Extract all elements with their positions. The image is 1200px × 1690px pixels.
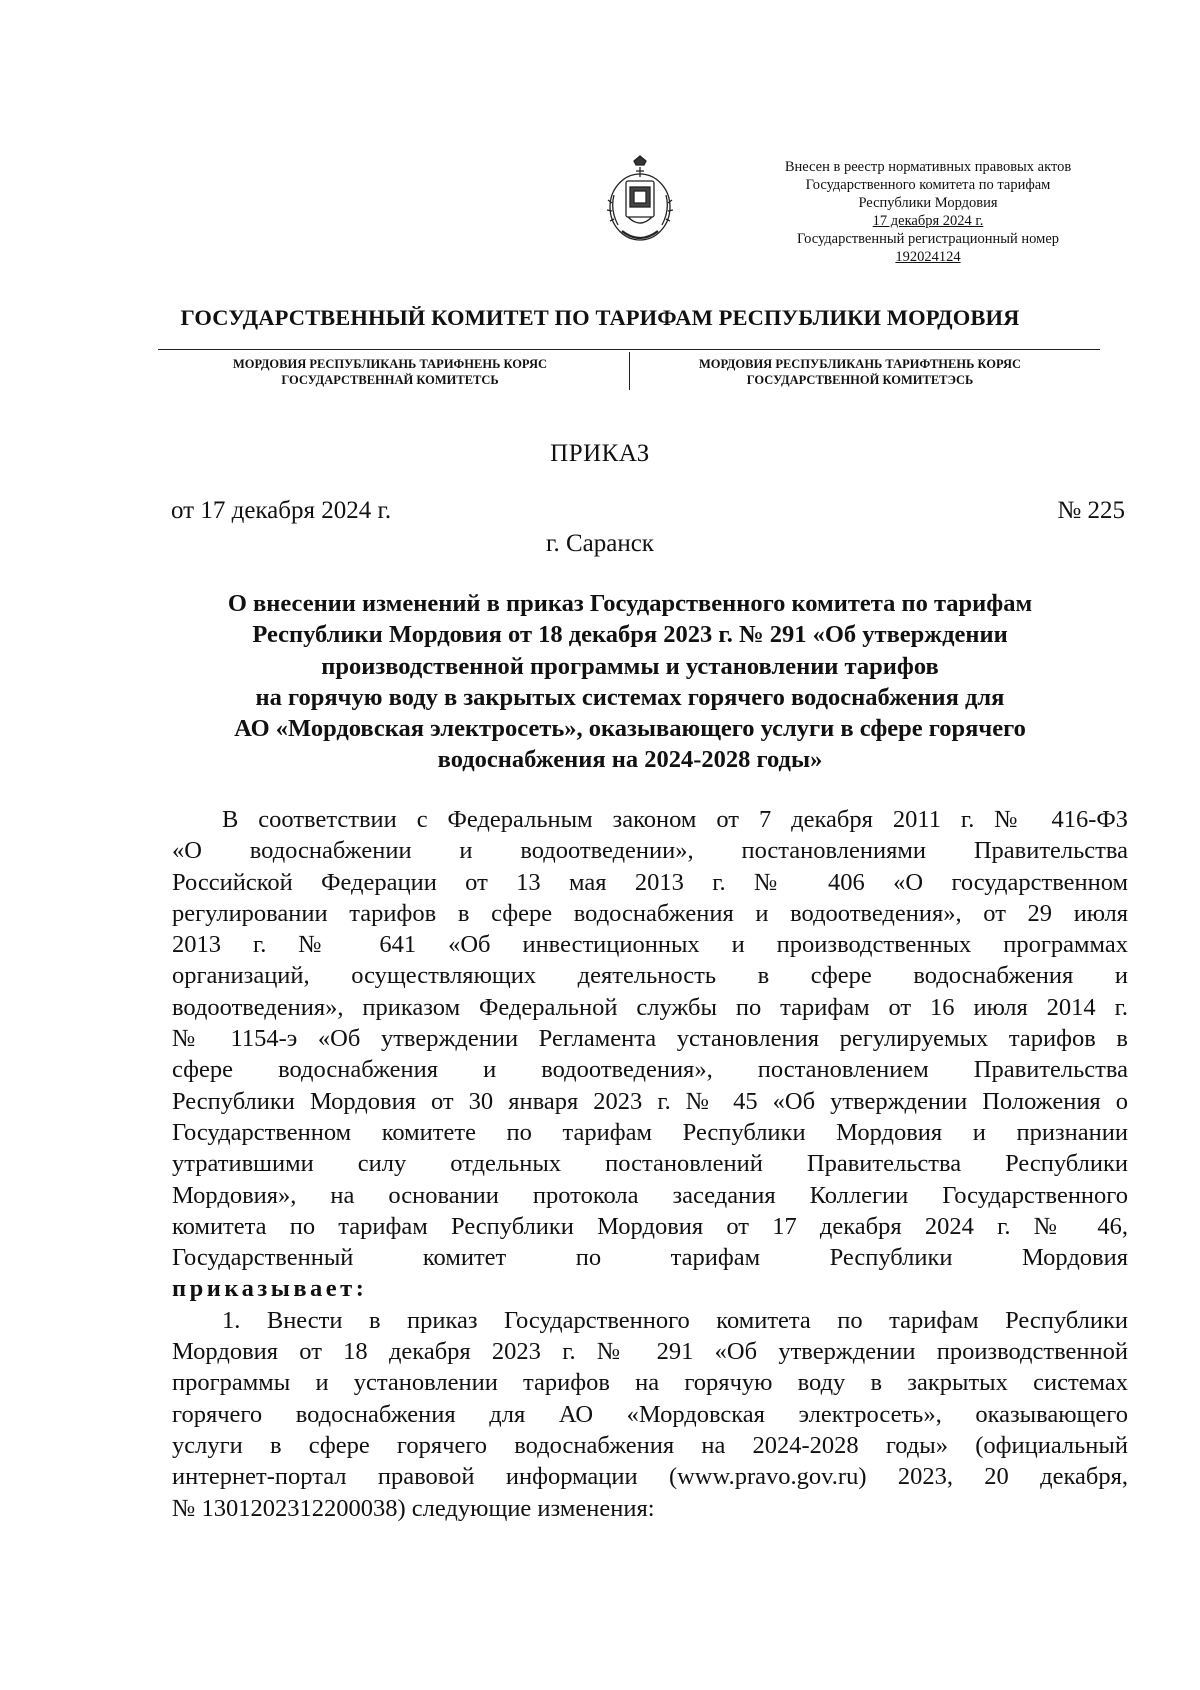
header-divider (158, 349, 1100, 350)
body-line: № 1154-э «Об утверждении Регламента установления регулируемых тарифов в (172, 1025, 1128, 1053)
body-line: № 1301202312200038) следующие изменения: (172, 1494, 655, 1522)
subtitle-erzya (645, 356, 1075, 388)
registry-date: 17 декабря 2024 г. (872, 213, 984, 229)
order-number: № 225 (1057, 497, 1125, 524)
body-line: Мордовия», на основании протокола заседания Коллегии Государственного (172, 1181, 1128, 1209)
registry-line: Государственный регистрационный номер (796, 231, 1060, 247)
subject-line: О внесении изменений в приказ Государственного комитета по тарифам (227, 590, 1033, 617)
body-line: «О водоснабжении и водоотведении», постановлениями Правительства (172, 837, 1128, 865)
order-city: г. Саранск (546, 530, 654, 557)
subtitle-divider (629, 352, 630, 390)
body-line: Республики Мордовия от 30 января 2023 г. № 45 «Об утверждении Положения о (172, 1087, 1128, 1115)
subject-line: АО «Мордовская электросеть», оказывающего услуги в сфере горячего (234, 715, 1026, 743)
body-line: В соответствии с Федеральным законом от 7 декабря 2011 г. № 416-ФЗ (222, 806, 1128, 833)
body-line-orders: приказывает: (172, 1275, 368, 1303)
body-line: комитета по тарифам Республики Мордовия от 17 декабря 2024 г. № 46, (172, 1212, 1128, 1240)
body-line: интернет-портал правовой информации (www.pravo.gov.ru) 2023, 20 декабря, (172, 1463, 1128, 1491)
body-line: Государственный комитет по тарифам Республики Мордовия (172, 1244, 1128, 1272)
subtitle-line: ГОСУДАРСТВЕННОЙ КОМИТЕТЭСЬ (746, 373, 974, 387)
registry-line: Республики Мордовия (858, 195, 998, 211)
body-line: горячего водоснабжения для АО «Мордовская электросеть», оказывающего (172, 1400, 1128, 1428)
subject-line: Республики Мордовия от 18 декабря 2023 г. № 291 «Об утверждении (252, 621, 1008, 649)
body-line: услуги в сфере горячего водоснабжения на 2024-2028 годы» (официальный (172, 1431, 1128, 1459)
body-line: Государственном комитете по тарифам Республики Мордовия и признании (172, 1118, 1128, 1146)
subtitle-line: ГОСУДАРСТВЕННАЙ КОМИТЕТСЬ (281, 373, 499, 387)
body-line: Российской Федерации от 13 мая 2013 г. № 406 «О государственном (172, 868, 1128, 896)
order-date: от 17 декабря 2024 г. (171, 497, 392, 524)
coat-of-arms-emblem (600, 155, 680, 245)
body-line: 1. Внести в приказ Государственного комитета по тарифам Республики (222, 1306, 1128, 1334)
registry-number: 192024124 (895, 249, 961, 265)
subtitle-line: МОРДОВИЯ РЕСПУБЛИКАНЬ ТАРИФТНЕНЬ КОРЯС (698, 357, 1022, 371)
subject-line: водоснабжения на 2024-2028 годы» (437, 746, 823, 774)
order-body (172, 804, 1128, 1524)
registry-stamp (738, 158, 1118, 266)
registry-line: Государственного комитета по тарифам (805, 177, 1051, 193)
body-line: программы и установлении тарифов на горячую воду в закрытых системах (172, 1369, 1128, 1397)
body-line: утратившими силу отдельных постановлений Правительства Республики (172, 1150, 1128, 1178)
subtitle-moksha (185, 356, 595, 388)
body-line: водоотведения», приказом Федеральной службы по тарифам от 16 июля 2014 г. (172, 993, 1128, 1021)
body-line: Мордовия от 18 декабря 2023 г. № 291 «Об утверждении производственной (172, 1338, 1128, 1366)
document-type: ПРИКАЗ (550, 440, 650, 467)
body-line: 2013 г. № 641 «Об инвестиционных и производственных программах (172, 931, 1128, 959)
subject-line: производственной программы и установлении тарифов (321, 652, 939, 680)
registry-line: Внесен в реестр нормативных правовых актов (784, 159, 1072, 175)
body-line: регулировании тарифов в сфере водоснабжения и водоотведения», от 29 июля (172, 899, 1128, 927)
subtitle-line: МОРДОВИЯ РЕСПУБЛИКАНЬ ТАРИФНЕНЬ КОРЯС (233, 357, 547, 371)
subject-line: на горячую воду в закрытых системах горячего водоснабжения для (255, 683, 1005, 711)
committee-title: ГОСУДАРСТВЕННЫЙ КОМИТЕТ ПО ТАРИФАМ РЕСПУБЛИКИ МОРДОВИЯ (180, 305, 1020, 330)
body-line: организаций, осуществляющих деятельность в сфере водоснабжения и (172, 962, 1128, 990)
body-line: сфере водоснабжения и водоотведения», постановлением Правительства (172, 1056, 1128, 1084)
order-subject (160, 588, 1100, 776)
